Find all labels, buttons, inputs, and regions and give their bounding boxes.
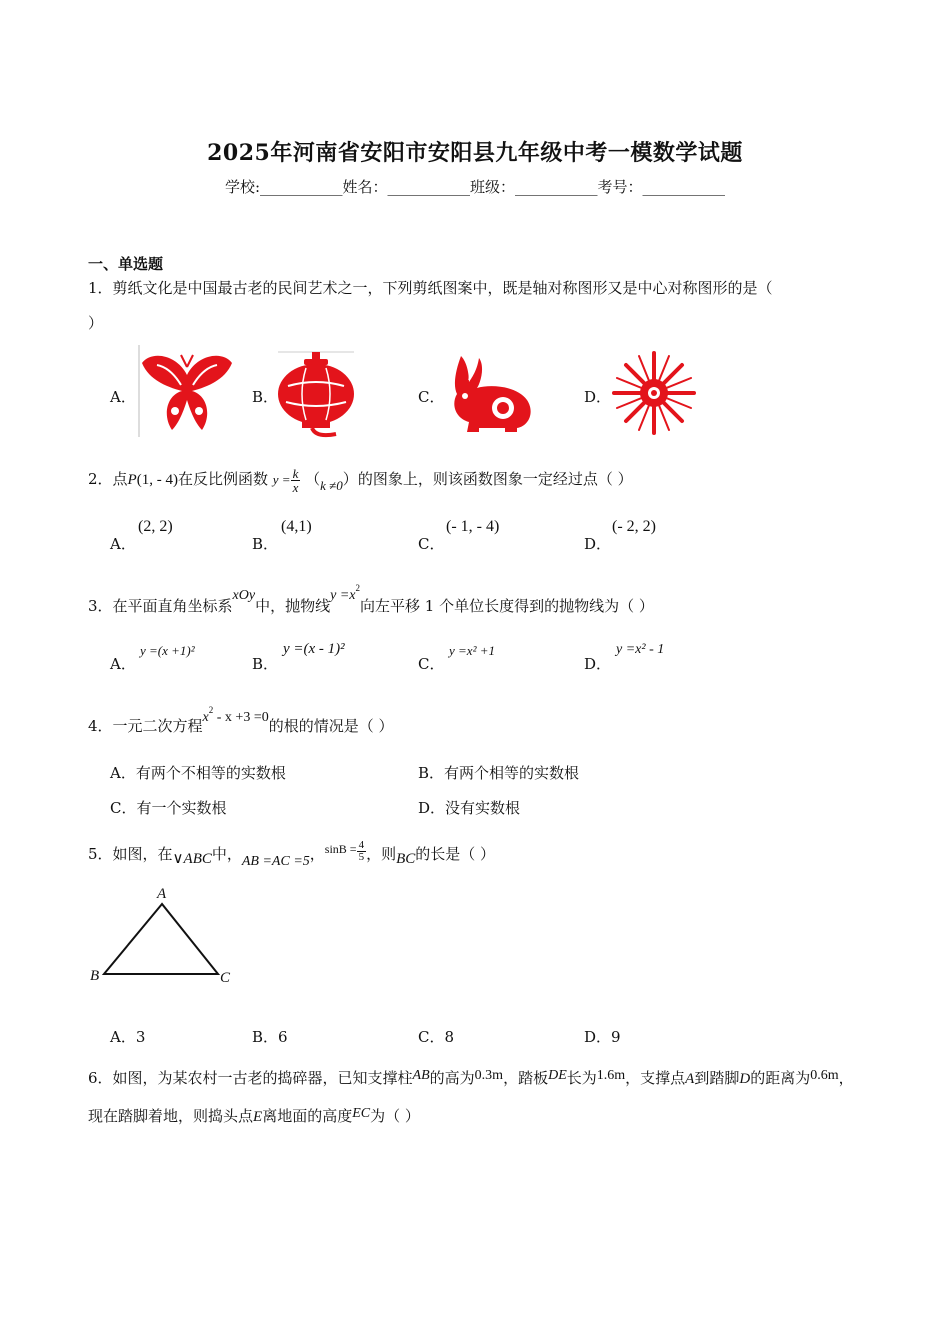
- q5-option-d: D．9: [584, 1028, 621, 1046]
- section-heading: 一、单选题: [88, 255, 164, 273]
- exam-title: 2025年河南省安阳市安阳县九年级中考一模数学试题: [207, 140, 743, 166]
- rabbit-papercut-icon: [447, 352, 537, 434]
- q3-option-a-value: y =(x +1)²: [140, 643, 195, 658]
- question-3-text: 3．在平面直角坐标系xOy中，抛物线$y =x^2$向左平移 1 个单位长度得到的抛物线为（ ）: [88, 583, 654, 615]
- q4-option-a: A．有两个不相等的实数根: [110, 764, 286, 782]
- vertex-a-label: A: [157, 886, 167, 902]
- q4-option-b: B．有两个相等的实数根: [418, 764, 580, 782]
- q2-option-d-value: (- 2, 2): [612, 518, 656, 535]
- q3-option-d-label: D．: [584, 655, 612, 673]
- q3-option-c-label: C．: [418, 655, 445, 673]
- q2-option-c-value: (- 1, - 4): [446, 518, 500, 535]
- q2-option-c-label: C．: [418, 535, 445, 553]
- question-6-text: 6．如图，为某农村一古老的捣碎器，已知支撑柱AB的高为0.3m，踏板DE长为1.6m，支撑点A到踏脚D的距离为0.6m，现在踏脚着地，则捣头点E离地面的高度EC为（ ）: [88, 1068, 854, 1125]
- q5-fraction: $\frac{4}{5}$: [358, 838, 365, 863]
- q2-option-d-label: D．: [584, 535, 612, 553]
- question-1-text-line2: ）: [88, 314, 104, 332]
- q4-option-d: D．没有实数根: [418, 799, 521, 817]
- q2-fraction: $\frac{k}{x}$: [292, 465, 299, 495]
- snowflake-papercut-icon: [612, 351, 696, 435]
- q3-option-b-label: B．: [252, 655, 279, 673]
- student-info-line: 学校:___________姓名：___________班级：___________考号：___________: [224, 178, 726, 196]
- q3-option-b-value: y =(x - 1)²: [283, 641, 345, 657]
- q4-option-c: C．有一个实数根: [110, 799, 227, 817]
- q3-option-a-label: A．: [110, 655, 136, 673]
- lantern-papercut-icon: [276, 350, 356, 438]
- q1-option-b-label: B．: [252, 388, 279, 406]
- butterfly-papercut-icon: [137, 345, 237, 437]
- question-1-text: 1．剪纸文化是中国最古老的民间艺术之一，下列剪纸图案中，既是轴对称图形又是中心对称图形的是（: [88, 279, 773, 297]
- q2-option-a-label: A．: [110, 535, 136, 553]
- q5-option-c: C．8: [418, 1028, 455, 1046]
- question-2-text: 2．点P(1, - 4)在反比例函数 y = $\frac{k}{x}$ （k ≠0）的图象上，则该函数图象一定经过点（ ）: [88, 465, 633, 495]
- vertex-c-label: C: [220, 970, 231, 986]
- q1-option-a-label: A．: [110, 388, 136, 406]
- vertex-b-label: B: [90, 968, 100, 984]
- q2-option-b-label: B．: [252, 535, 279, 553]
- q5-option-a: A．3: [110, 1028, 146, 1046]
- q1-option-d-label: D．: [584, 388, 612, 406]
- q2-option-a-value: (2, 2): [138, 518, 173, 535]
- q3-option-c-value: y =x² +1: [449, 643, 495, 658]
- q1-option-c-label: C．: [418, 388, 445, 406]
- q3-option-d-value: y =x² - 1: [616, 642, 665, 657]
- question-4-text: 4．一元二次方程$x^2 - x +3 =0$的根的情况是（ ）: [88, 705, 394, 735]
- q5-option-b: B．6: [252, 1028, 288, 1046]
- q2-option-b-value: (4,1): [281, 518, 312, 535]
- question-5-text: 5．如图，在∨ABC中，AB =AC =5，$^{sinB =}$ $\frac{4}{5}$ ，则BC的长是（ ）: [88, 838, 496, 869]
